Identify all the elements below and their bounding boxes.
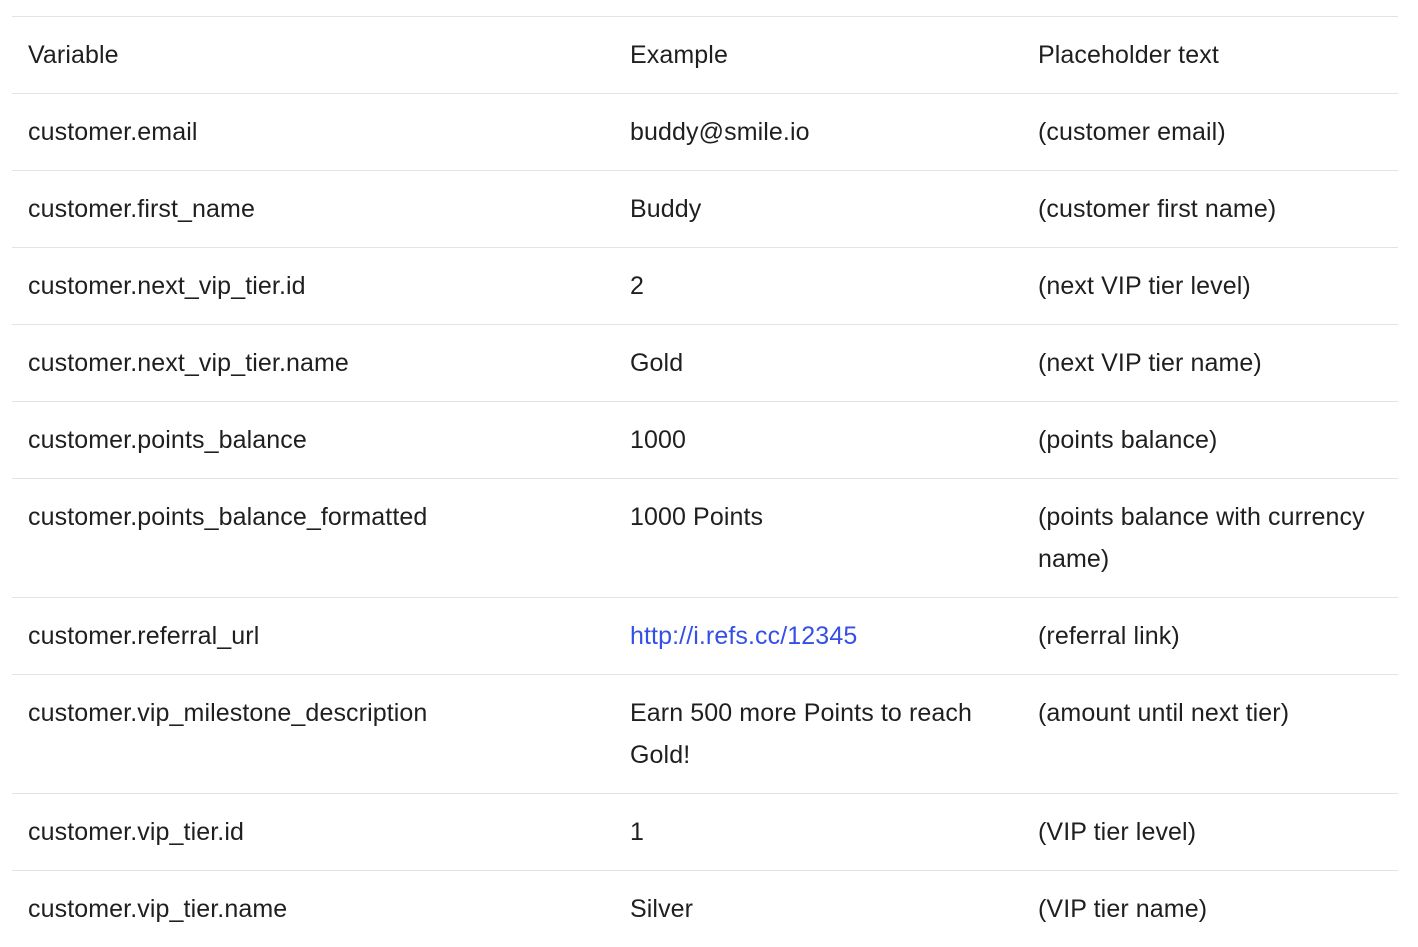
column-header-placeholder-text: Placeholder text <box>1022 17 1398 94</box>
referral-url-link[interactable]: http://i.refs.cc/12345 <box>630 622 857 650</box>
variables-table <box>12 16 1398 947</box>
example-cell <box>614 598 1022 675</box>
placeholder-cell: (points balance) <box>1022 402 1398 479</box>
variable-cell: customer.vip_tier.id <box>12 794 614 871</box>
table-row <box>12 598 1398 675</box>
variable-cell: customer.next_vip_tier.id <box>12 248 614 325</box>
placeholder-cell: (VIP tier name) <box>1022 871 1398 947</box>
example-cell: buddy@smile.io <box>614 94 1022 171</box>
column-header-variable: Variable <box>12 17 614 94</box>
example-cell: Earn 500 more Points to reach Gold! <box>614 675 1022 794</box>
placeholder-cell: (next VIP tier level) <box>1022 248 1398 325</box>
example-cell: 1000 Points <box>614 479 1022 598</box>
variable-cell: customer.next_vip_tier.name <box>12 325 614 402</box>
column-header-example: Example <box>614 17 1022 94</box>
placeholder-cell: (next VIP tier name) <box>1022 325 1398 402</box>
example-cell: 1 <box>614 794 1022 871</box>
table-row <box>12 871 1398 947</box>
variable-cell: customer.email <box>12 94 614 171</box>
example-cell: 2 <box>614 248 1022 325</box>
table-row <box>12 675 1398 794</box>
example-cell: 1000 <box>614 402 1022 479</box>
variable-cell: customer.vip_milestone_description <box>12 675 614 794</box>
example-cell: Buddy <box>614 171 1022 248</box>
table-row <box>12 248 1398 325</box>
variable-cell: customer.points_balance_formatted <box>12 479 614 598</box>
example-cell: Silver <box>614 871 1022 947</box>
placeholder-cell: (referral link) <box>1022 598 1398 675</box>
placeholder-cell: (VIP tier level) <box>1022 794 1398 871</box>
table-row <box>12 794 1398 871</box>
placeholder-cell: (customer email) <box>1022 94 1398 171</box>
placeholder-cell: (amount until next tier) <box>1022 675 1398 794</box>
table-row <box>12 325 1398 402</box>
table-row <box>12 402 1398 479</box>
table-row <box>12 94 1398 171</box>
table-row <box>12 479 1398 598</box>
placeholder-cell: (points balance with currency name) <box>1022 479 1398 598</box>
variable-cell: customer.first_name <box>12 171 614 248</box>
placeholder-cell: (customer first name) <box>1022 171 1398 248</box>
example-cell: Gold <box>614 325 1022 402</box>
variable-cell: customer.referral_url <box>12 598 614 675</box>
table-header-row <box>12 17 1398 94</box>
variable-cell: customer.vip_tier.name <box>12 871 614 947</box>
variable-cell: customer.points_balance <box>12 402 614 479</box>
table-row <box>12 171 1398 248</box>
